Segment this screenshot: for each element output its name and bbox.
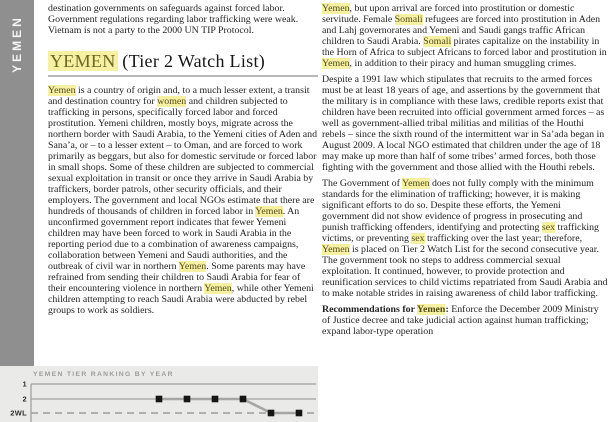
search-highlight: Yemen (48, 85, 76, 96)
text-segment: pirates capitalize on the instability in the Horn of Africa to subject Africans to forced labor and prostitution in (322, 36, 607, 58)
paragraph (322, 3, 608, 69)
text-segment: . An unconfirmed government report indicates that fewer Yemeni children may have been forced to work in Saudi Arabia in the reporting period due to a combination of awareness campaigns, collaboration between Yemeni and Saudi authorities, and the outbreak of civil war in northern (48, 206, 300, 272)
right-column (322, 0, 608, 342)
text-segment: The Government of (322, 178, 402, 189)
text-segment: , while other Yemeni children attempting to reach Saudi Arabia were abducted by rebel groups to work as soldiers. (48, 283, 314, 316)
search-highlight: Yemen (416, 304, 446, 315)
search-highlight: sex (541, 222, 556, 233)
text-segment: does not fully comply with the minimum standards for the elimination of trafficking; however, it is making significant efforts to do so. Despite these efforts, the Yemeni government did not show evidence of progress in prosecuting and punish trafficking offenders, identifying and protecting (322, 178, 594, 233)
search-highlight: Yemen (322, 244, 350, 255)
text-segment: Despite a 1991 law which stipulates that recruits to the armed forces must be at least 18 years of age, and assertions by the government that the military is in compliance with these laws, credible reports exist that children have been recruited into official government armed forces – as well as government-allied tribal militias and militias of the Houthi rebels – since the sixth round of the intermittent war in Sa’ada began in August 2009. A local NGO estimated that children under the age of 18 may make up more than half of some tribes’ armed forces, both those fighting with the government and those allied with the Houthi rebels. (322, 74, 605, 173)
text-segment: refugees are forced into prostitution in Aden and Lahj governorates and Yemeni and Saudi gangs traffic African children to Saudi Arabia. (322, 14, 601, 47)
chart-title: YEMEN TIER RANKING BY YEAR (33, 371, 174, 378)
search-highlight: Yemen (322, 58, 350, 69)
search-highlight: Yemen (322, 3, 350, 14)
text-segment: is a country of origin and, to a much lesser extent, a transit and destination country for (48, 85, 310, 107)
left-column-body (48, 85, 318, 316)
paragraph (322, 304, 608, 337)
svg-text:1: 1 (22, 379, 27, 389)
search-highlight: Somali (394, 14, 423, 25)
heading-divider (48, 75, 318, 77)
text-segment: trafficking victims, or preventing (322, 222, 599, 244)
sidebar-country-label: YEMEN (10, 15, 24, 73)
tier-ranking-chart (0, 366, 318, 422)
search-highlight: Somali (423, 36, 452, 47)
search-highlight: sex (411, 233, 425, 244)
text-segment: , in addition to their piracy and human smuggling crimes. (349, 58, 577, 69)
svg-text:2: 2 (22, 394, 27, 404)
svg-text:2WL: 2WL (10, 408, 27, 418)
sidebar-country-tab (0, 0, 34, 366)
text-segment: . Some parents may have refrained from sending their children to Saudi Arabia for fear of their encountering violence in northern (48, 261, 306, 294)
search-highlight: women (157, 96, 187, 107)
country-heading (48, 51, 318, 71)
search-highlight: Yemen (204, 283, 232, 294)
country-heading-name: YEMEN (50, 51, 116, 71)
text-segment: is placed on Tier 2 Watch List for the second consecutive year. The government took no steps to address commercial sexual exploitation. It continued, however, to provide protection and reunification services to child victims repatriated from Saudi Arabia and to make notable strides in raising awareness of child labor trafficking. (322, 244, 608, 299)
country-heading-tier: (Tier 2 Watch List) (117, 51, 266, 71)
text-segment: : (445, 304, 449, 315)
paragraph (322, 74, 608, 173)
text-segment: and children subjected to trafficking in persons, specifically forced labor and forced prostitution. Yemeni children, mostly boys, migrate across the northern border with Saudi Arabia, to the Yemeni cities of Aden and Sana’a, or – to a lesser extent – to Oman, and are forced to work primarily as beggars, but also for domestic servitude or forced labor in small shops. Some of these children are subjected to commercial sexual exploitation in transit or once they arrive in Saudi Arabia by traffickers, border patrols, other security officials, and their employers. The government and local NGOs estimate that there are hundreds of thousands of children in forced labor in (48, 96, 318, 217)
previous-section-text: destination governments on safeguards against forced labor. Government regulations regarding labor trafficking were weak. Vietnam is not a party to the 2000 UN TIP Protocol. (48, 3, 299, 36)
search-highlight: Yemen (178, 261, 207, 272)
text-segment: trafficking over the last year; therefore, (424, 233, 583, 244)
text-segment: Recommendations for (322, 304, 417, 315)
text-segment: Enforce the December 2009 Ministry of Justice decree and take judicial action against human trafficking; expand labor-type operation (322, 304, 599, 337)
search-highlight: Yemen (401, 178, 430, 189)
paragraph (48, 85, 318, 316)
left-column (48, 0, 318, 321)
search-highlight: Yemen (255, 206, 283, 217)
text-segment: , but upon arrival are forced into prostitution or domestic servitude. Female (322, 3, 575, 25)
paragraph (322, 178, 608, 299)
